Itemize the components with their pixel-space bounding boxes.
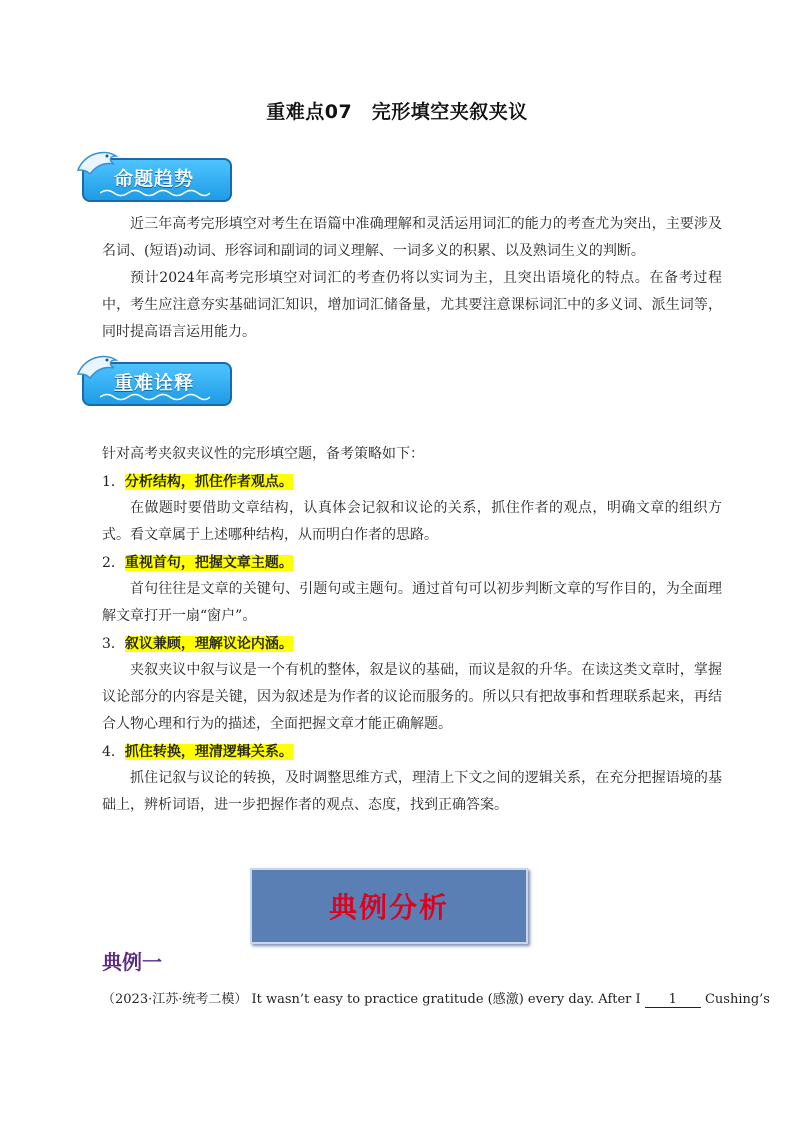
strategy-number: 3． — [102, 636, 125, 652]
wave-icon — [100, 188, 210, 198]
example-source: （2023·江苏·统考二模） — [102, 992, 248, 1007]
badge-label: 命题趋势 — [114, 168, 195, 190]
strategy-1-body: 在做题时要借助文章结构，认真体会记叙和议论的关系，抓住作者的观点，明确文章的组织方式。看文章属于上述哪种结构，从而明白作者的思路。 — [102, 500, 722, 543]
strategy-number: 1． — [102, 474, 125, 490]
strategy-2-heading — [102, 553, 293, 573]
wave-icon — [100, 392, 210, 402]
section-badge-analysis — [74, 352, 232, 410]
badge-label: 重难诠释 — [114, 372, 195, 394]
banner-label: 典例分析 — [328, 891, 449, 924]
example-heading: 典例一 — [102, 950, 162, 974]
trend-paragraph-2: 预计2024年高考完形填空对词汇的考查仍将以实词为主，且突出语境化的特点。在备考过程中，考生应注意夯实基础词汇知识，增加词汇储备量，尤其要注意课标词汇中的多义词、派生词等，同时提高语言运用能力。 — [102, 270, 722, 340]
answer-blank[interactable]: 1 — [645, 992, 701, 1008]
strategy-title: 重视首句，把握文章主题。 — [124, 555, 293, 571]
trend-paragraph-1: 近三年高考完形填空对考生在语篇中准确理解和灵活运用词汇的能力的考查尤为突出，主要涉及名词、(短语)动词、形容词和副词的词义理解、一词多义的积累、以及熟词生义的判断。 — [102, 216, 722, 259]
strategy-title: 抓住转换，理清逻辑关系。 — [124, 744, 293, 760]
strategy-2-body: 首句往往是文章的关键句、引题句或主题句。通过首句可以初步判断文章的写作目的，为全面理解文章打开一扇“窗户”。 — [102, 581, 722, 624]
example-text-after: Cushing’s — [704, 992, 770, 1007]
strategy-4-heading — [102, 742, 293, 762]
strategy-title: 叙议兼顾，理解议论内涵。 — [124, 636, 293, 652]
strategy-number: 4． — [102, 744, 125, 760]
strategy-3-body: 夹叙夹议中叙与议是一个有机的整体，叙是议的基础，而议是叙的升华。在读这类文章时，掌握议论部分的内容是关键，因为叙述是为作者的议论而服务的。所以只有把故事和哲理联系起来，再结合人物心理和行为的描述，全面把握文章才能正确解题。 — [102, 662, 722, 732]
strategy-1-heading — [102, 472, 293, 492]
example-text-before: It wasn’t easy to practice gratitude (感激) every day. After I — [251, 992, 641, 1007]
example-question-line — [102, 988, 770, 1008]
section-badge-trend — [74, 148, 232, 206]
page-title: 重难点07 完形填空夹叙夹议 — [266, 101, 528, 123]
example-analysis-banner — [250, 868, 528, 944]
strategy-title: 分析结构，抓住作者观点。 — [124, 474, 293, 490]
strategy-4-body: 抓住记叙与议论的转换，及时调整思维方式，理清上下文之间的逻辑关系，在充分把握语境的基础上，辨析词语，进一步把握作者的观点、态度，找到正确答案。 — [102, 770, 722, 813]
strategy-number: 2． — [102, 555, 125, 571]
analysis-intro: 针对高考夹叙夹议性的完形填空题，备考策略如下： — [102, 446, 424, 462]
strategy-3-heading — [102, 634, 293, 654]
